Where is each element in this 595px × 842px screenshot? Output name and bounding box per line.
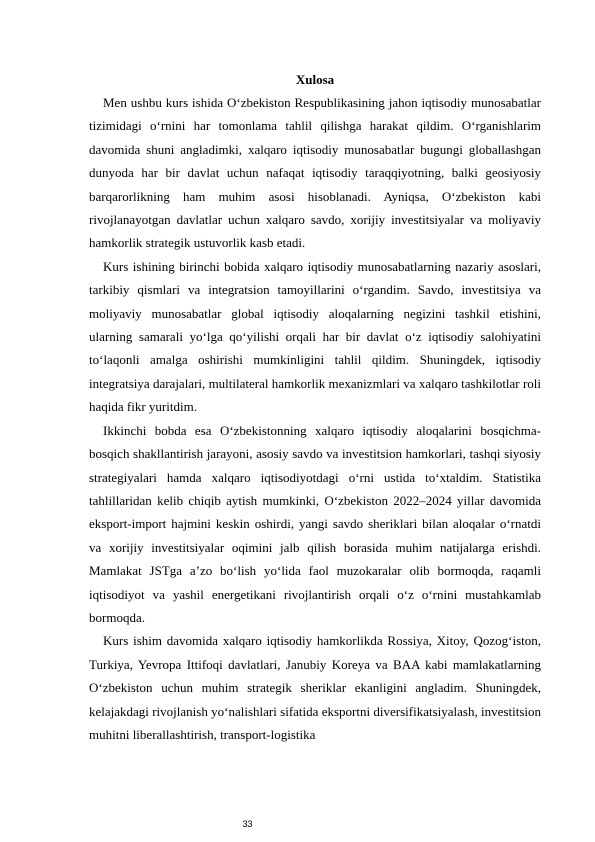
- paragraph: Men ushbu kurs ishida O‘zbekiston Respublikasining jahon iqtisodiy munosabatlar tizimidagi o‘rnini har tomonlama tahlil qilishga harakat qildim. O‘rganishlarim davomida shuni angladimki, xalqaro iqtisodiy munosabatlar bugungi globallashgan dunyoda har bir davlat uchun nafaqat iqtisodiy taraqqiyotning, balki geosiyosiy barqarorlikning ham muhim asosi hisoblanadi. Ayniqsa, O‘zbekiston kabi rivojlanayotgan davlatlar uchun xalqaro savdo, xorijiy investitsiyalar va moliyaviy hamkorlik strategik ustuvorlik kasb etadi.: [89, 95, 541, 251]
- section-title: Xulosa: [295, 72, 335, 87]
- paragraph: Kurs ishim davomida xalqaro iqtisodiy hamkorlikda Rossiya, Xitoy, Qozog‘iston, Turkiya, Yevropa Ittifoqi davlatlari, Janubiy Koreya va BAA kabi mamlakatlarning O‘zbekiston uchun muhim strategik sheriklar ekanligini angladim. Shuningdek, kelajakdagi rivojlanish yo‘nalishlari sifatida eksportni diversifikatsiyalash, investitsion muhitni liberallashtirish, transport-logistika: [89, 633, 541, 742]
- body-text: [89, 91, 541, 746]
- paragraph: Ikkinchi bobda esa O‘zbekistonning xalqaro iqtisodiy aloqalarini bosqichma-bosqich shakllantirish jarayoni, asosiy savdo va investitsion hamkorlari, tashqi siyosiy strategiyalari hamda xalqaro iqtisodiyotdagi o‘rni ustida to‘xtaldim. Statistika tahlillaridan kelib chiqib aytish mumkinki, O‘zbekiston 2022–2024 yillar davomida eksport-import hajmini keskin oshirdi, yangi savdo sheriklari bilan aloqalar o‘rnatdi va xorijiy investitsiyalar oqimini jalb qilish borasida muhim natijalarga erishdi. Mamlakat JSTga a’zo bo‘lish yo‘lida faol muzokaralar olib bormoqda, raqamli iqtisodiyot va yashil energetikani rivojlantirish orqali o‘z o‘rnini mustahkamlab bormoqda.: [89, 422, 541, 625]
- page-number: 33: [242, 819, 253, 829]
- paragraph: Kurs ishining birinchi bobida xalqaro iqtisodiy munosabatlarning nazariy asoslari, tarkibiy qismlari va integratsion tamoyillarini o‘rgandim. Savdo, investitsiya va moliyaviy munosabatlar global iqtisodiy aloqalarning negizini tashkil etishini, ularning samarali yo‘lga qo‘yilishi orqali har bir davlat o‘z iqtisodiy salohiyatini to‘laqonli amalga oshirishi mumkinligini tahlil qildim. Shuningdek, iqtisodiy integratsiya darajalari, multilateral hamkorlik mexanizmlari va xalqaro tashkilotlar roli haqida fikr yuritdim.: [89, 258, 541, 415]
- page-number-container: [0, 818, 595, 830]
